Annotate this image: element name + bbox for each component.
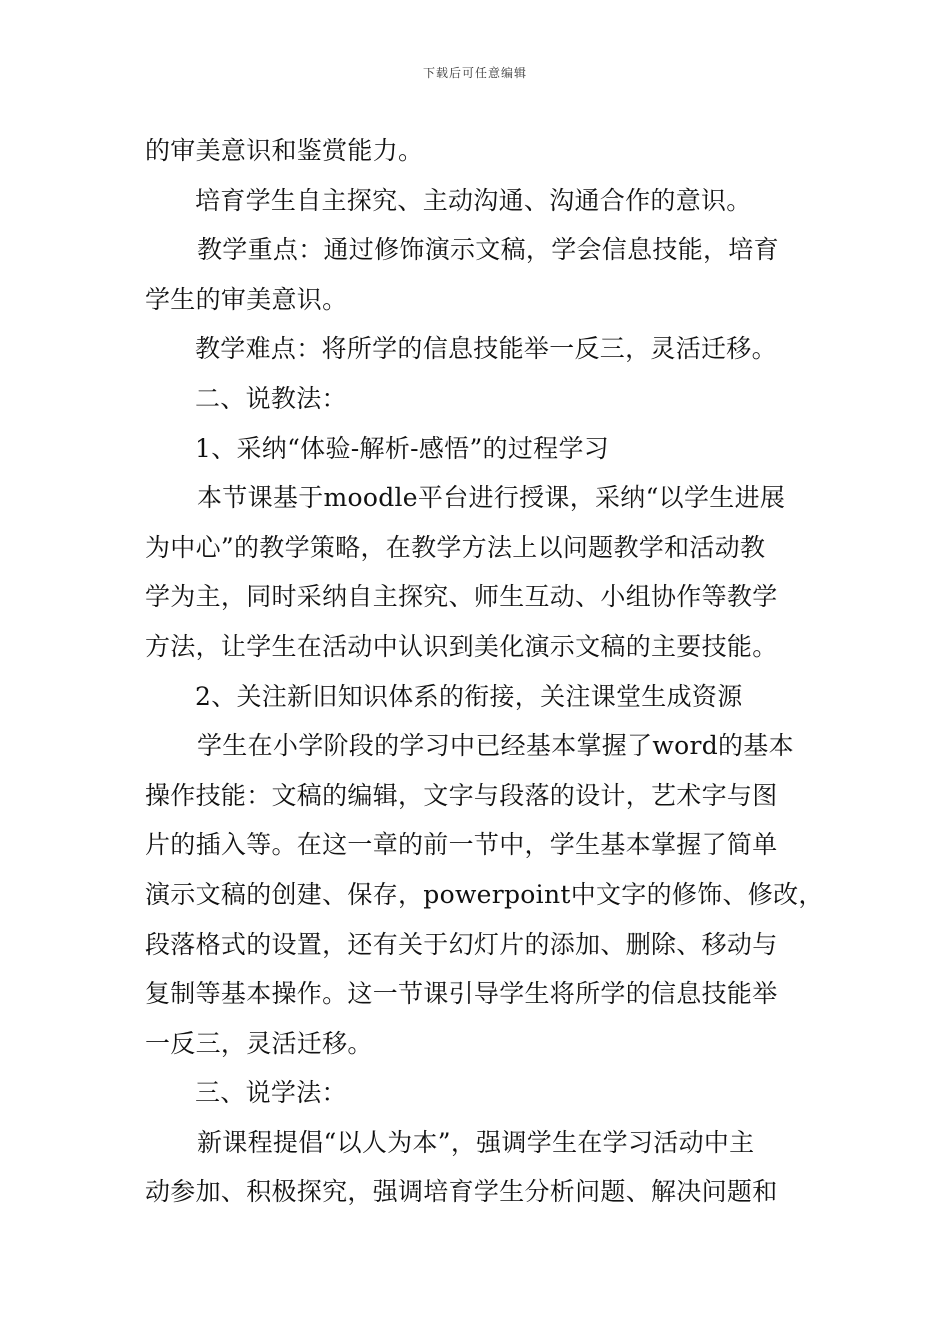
- text-line: 的审美意识和鉴赏能力。: [145, 136, 424, 165]
- text-line: 操作技能：文稿的编辑，文字与段落的设计，艺术字与图: [145, 780, 778, 810]
- text-line: 演示文稿的创建、保存，powerpoint中文字的修饰、修改，: [145, 879, 824, 909]
- text-line: 方法，让学生在活动中认识到美化演示文稿的主要技能。: [145, 631, 778, 661]
- text-line: 动参加、积极探究，强调培育学生分析问题、解决问题和: [145, 1177, 778, 1207]
- text-line: 段落格式的设置，还有关于幻灯片的添加、删除、移动与: [145, 929, 778, 959]
- text-line: 教学重点：通过修饰演示文稿，学会信息技能，培育: [197, 235, 779, 265]
- text-line: 片的插入等。在这一章的前一节中，学生基本掌握了简单: [145, 830, 778, 860]
- text-line: 复制等基本操作。这一节课引导学生将所学的信息技能举: [145, 979, 778, 1009]
- document-body: [145, 126, 825, 1217]
- text-line: 本节课基于moodle平台进行授课，采纳“以学生进展: [197, 483, 786, 513]
- text-line: 1、采纳“体验-解析-感悟”的过程学习: [195, 433, 610, 463]
- text-line: 培育学生自主探究、主动沟通、沟通合作的意识。: [195, 185, 752, 215]
- text-line: 教学难点：将所学的信息技能举一反三，灵活迁移。: [195, 334, 777, 364]
- text-line: 三、说学法：: [195, 1078, 347, 1108]
- text-line: 学为主，同时采纳自主探究、师生互动、小组协作等教学: [145, 582, 778, 612]
- text-line: 学生在小学阶段的学习中已经基本掌握了word的基本: [197, 731, 794, 761]
- text-line: 2、关注新旧知识体系的衔接，关注课堂生成资源: [195, 681, 743, 711]
- text-line: 学生的审美意识。: [145, 284, 348, 314]
- text-line: 二、说教法：: [195, 383, 347, 413]
- page-header: 下载后可任意编辑: [422, 66, 527, 80]
- text-line: 一反三，灵活迁移。: [145, 1028, 373, 1058]
- text-line: 新课程提倡“以人为本”，强调学生在学习活动中主: [197, 1127, 755, 1157]
- text-line: 为中心”的教学策略，在教学方法上以问题教学和活动教: [145, 532, 766, 562]
